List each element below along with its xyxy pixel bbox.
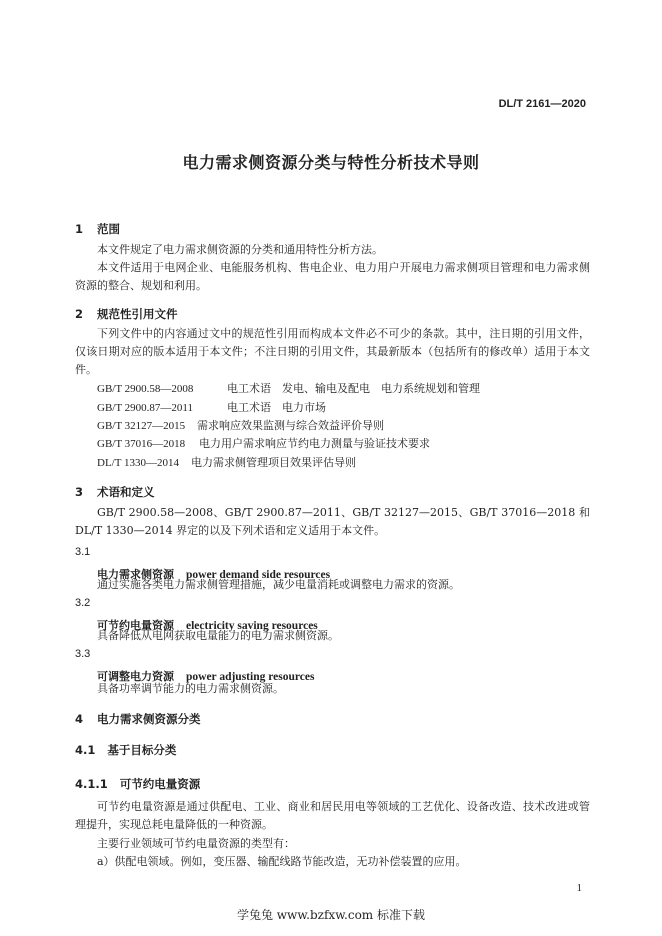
section-title: 规范性引用文件 bbox=[97, 307, 178, 321]
term-chinese: 可节约电量资源 bbox=[97, 619, 174, 632]
reference-item bbox=[97, 417, 384, 435]
section-title: 范围 bbox=[97, 222, 120, 236]
reference-code: GB/T 2900.58—2008 bbox=[97, 383, 194, 395]
term-chinese: 可调整电力资源 bbox=[97, 670, 174, 683]
term-english: power demand side resources bbox=[186, 569, 331, 581]
reference-name: 需求响应效果监测与综合效益评价导则 bbox=[197, 419, 384, 432]
term-chinese: 电力需求侧资源 bbox=[97, 568, 174, 581]
section-number: 3 bbox=[75, 485, 84, 499]
watermark-footer: 学兔兔 www.bzfxw.com 标准下载 bbox=[236, 908, 426, 922]
reference-name: 电力用户需求响应节约电力测量与验证技术要求 bbox=[199, 437, 430, 450]
standard-number: DL/T 2161—2020 bbox=[498, 98, 586, 110]
reference-code: DL/T 1330—2014 bbox=[97, 457, 179, 469]
reference-name: 电工术语 电力市场 bbox=[227, 401, 326, 414]
subsection-4-1-1-heading bbox=[75, 776, 200, 792]
section-number: 1 bbox=[75, 222, 84, 236]
page-number: 1 bbox=[576, 882, 582, 894]
reference-code: GB/T 37016—2018 bbox=[97, 438, 186, 450]
section-title: 电力需求侧资源分类 bbox=[97, 712, 201, 726]
term-english: electricity saving resources bbox=[186, 620, 318, 632]
reference-code: GB/T 2900.87—2011 bbox=[97, 402, 193, 414]
subsection-4-1-heading bbox=[75, 742, 176, 758]
reference-code: GB/T 32127—2015 bbox=[97, 420, 186, 432]
section-title: 术语和定义 bbox=[97, 485, 155, 499]
section-number: 2 bbox=[75, 307, 84, 321]
list-item-a: a）供配电领域。例如，变压器、输配线路节能改造，无功补偿装置的应用。 bbox=[97, 855, 467, 868]
subsection-4-1-1-paragraph-1: 可节约电量资源是通过供配电、工业、商业和居民用电等领域的工艺优化、设备改造、技术改进或管理提升，实现总耗电量降低的一种资源。 bbox=[75, 800, 590, 831]
term-number: 3.1 bbox=[75, 546, 91, 558]
section-1-paragraph-1: 本文件规定了电力需求侧资源的分类和通用特性分析方法。 bbox=[97, 243, 383, 256]
reference-item bbox=[97, 380, 480, 398]
section-1-paragraph-2: 本文件适用于电网企业、电能服务机构、售电企业、电力用户开展电力需求侧项目管理和电力需求侧资源的整合、规划和利用。 bbox=[75, 261, 590, 292]
document-title: 电力需求侧资源分类与特性分析技术导则 bbox=[182, 153, 480, 172]
section-2-heading bbox=[75, 306, 178, 322]
term-definition: 具备降低从电网获取电量能力的电力需求侧资源。 bbox=[97, 629, 339, 642]
subsection-number: 4.1 bbox=[75, 743, 96, 757]
subsection-4-1-1-paragraph-2: 主要行业领域可节约电量资源的类型有： bbox=[97, 837, 295, 850]
subsection-title: 可节约电量资源 bbox=[119, 777, 201, 791]
section-2-intro: 下列文件中的内容通过文中的规范性引用而构成本文件必不可少的条款。其中，注日期的引用文件，仅该日期对应的版本适用于本文件；不注日期的引用文件，其最新版本（包括所有的修改单）适用于本文件。 bbox=[75, 327, 590, 376]
term-definition: 通过实施各类电力需求侧管理措施，减少电量消耗或调整电力需求的资源。 bbox=[97, 578, 460, 591]
subsection-number: 4.1.1 bbox=[75, 777, 108, 791]
section-4-heading bbox=[75, 711, 201, 727]
term-number: 3.3 bbox=[75, 648, 91, 660]
section-1-heading bbox=[75, 221, 120, 237]
reference-item bbox=[97, 435, 430, 453]
reference-item bbox=[97, 399, 326, 417]
reference-name: 电力需求侧管理项目效果评估导则 bbox=[191, 456, 356, 469]
term-number: 3.2 bbox=[75, 597, 91, 609]
subsection-title: 基于目标分类 bbox=[107, 743, 177, 757]
reference-item bbox=[97, 454, 356, 472]
term-definition: 具备功率调节能力的电力需求侧资源。 bbox=[97, 682, 284, 695]
reference-name: 电工术语 发电、输电及配电 电力系统规划和管理 bbox=[227, 382, 480, 395]
term-english: power adjusting resources bbox=[186, 671, 315, 683]
section-3-intro: GB/T 2900.58—2008、GB/T 2900.87—2011、GB/T 32127—2015、GB/T 37016—2018 和 DL/T 1330—2014 界定的以及下列术语和定义适用于本文件。 bbox=[75, 506, 590, 537]
section-3-heading bbox=[75, 484, 155, 500]
section-number: 4 bbox=[75, 712, 84, 726]
